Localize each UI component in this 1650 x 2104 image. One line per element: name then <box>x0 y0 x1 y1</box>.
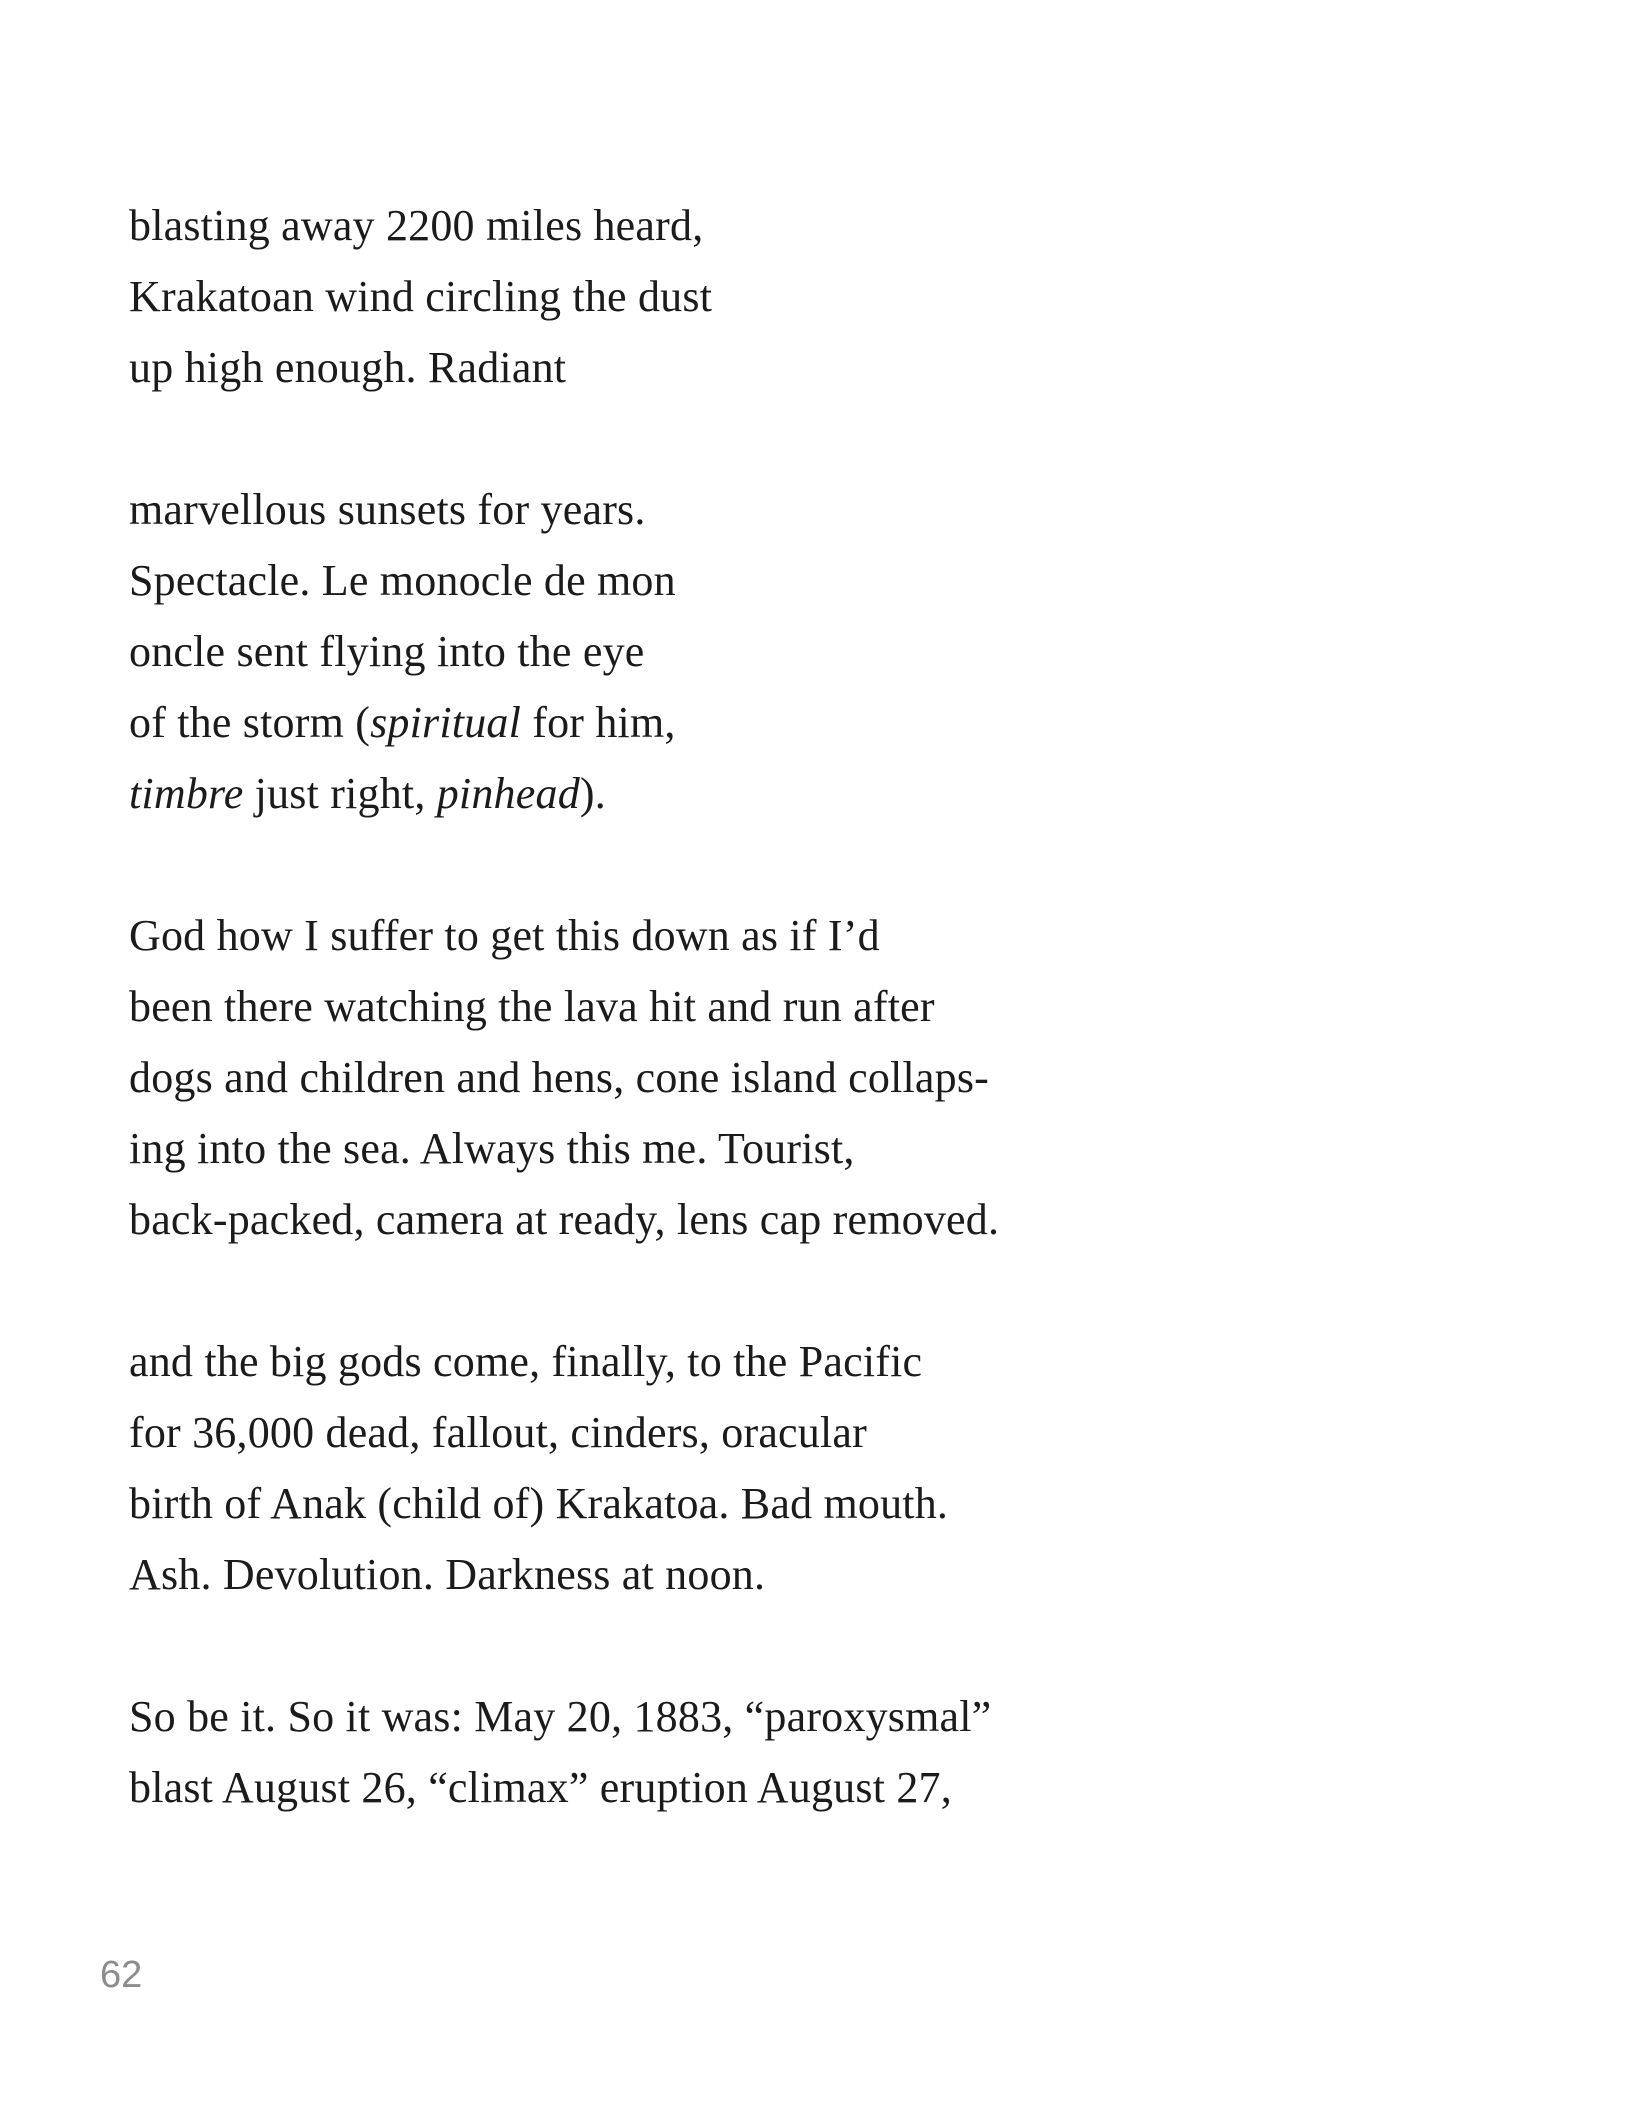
poem-line <box>129 1539 999 1610</box>
poem-line <box>129 1113 999 1184</box>
stanza <box>129 474 999 829</box>
poem-line <box>129 687 999 758</box>
poem-text: and the big gods come, finally, to the Pacific <box>129 1337 923 1386</box>
poem-text-italic: spiritual <box>370 698 522 747</box>
poem-text-italic: pinhead <box>436 769 580 818</box>
poem-text: So be it. So it was: May 20, 1883, “paroxysmal” <box>129 1692 992 1741</box>
poem-text: for 36,000 dead, fallout, cinders, oracular <box>129 1408 867 1457</box>
poem-body <box>129 190 999 1823</box>
poem-text: for him, <box>521 698 676 747</box>
poem-text: ing into the sea. Always this me. Tourist, <box>129 1124 855 1173</box>
poem-line <box>129 1326 999 1397</box>
poem-text: Spectacle. Le monocle de mon <box>129 556 676 605</box>
stanza <box>129 190 999 403</box>
stanza <box>129 1681 999 1823</box>
poem-line <box>129 1184 999 1255</box>
poem-line <box>129 1397 999 1468</box>
poem-line <box>129 1681 999 1752</box>
poem-line <box>129 616 999 687</box>
poem-line <box>129 332 999 403</box>
poem-line <box>129 190 999 261</box>
poem-text-italic: timbre <box>129 769 244 818</box>
poem-text: Ash. Devolution. Darkness at noon. <box>129 1550 766 1599</box>
poem-text: oncle sent flying into the eye <box>129 627 645 676</box>
poem-line <box>129 261 999 332</box>
poem-text: of the storm ( <box>129 698 371 747</box>
poem-line <box>129 474 999 545</box>
poem-text: blasting away 2200 miles heard, <box>129 201 704 250</box>
poem-text: dogs and children and hens, cone island collaps- <box>129 1053 990 1102</box>
poem-line <box>129 1468 999 1539</box>
poem-text: just right, <box>243 769 437 818</box>
poem-text: up high enough. Radiant <box>129 343 567 392</box>
poem-text: blast August 26, “climax” eruption August 27, <box>129 1763 952 1812</box>
poem-text: birth of Anak (child of) Krakatoa. Bad mouth. <box>129 1479 949 1528</box>
stanza <box>129 1326 999 1610</box>
poem-text: back-packed, camera at ready, lens cap removed. <box>129 1195 1000 1244</box>
page-number: 62 <box>100 1954 143 1996</box>
poem-text: been there watching the lava hit and run after <box>129 982 935 1031</box>
poem-text: marvellous sunsets for years. <box>129 485 646 534</box>
poem-text: ). <box>579 769 606 818</box>
poem-line <box>129 758 999 829</box>
poem-line <box>129 1752 999 1823</box>
poem-line <box>129 900 999 971</box>
poem-line <box>129 545 999 616</box>
poem-text: God how I suffer to get this down as if I’d <box>129 911 880 960</box>
stanza <box>129 900 999 1255</box>
poem-text: Krakatoan wind circling the dust <box>129 272 713 321</box>
poem-line <box>129 971 999 1042</box>
poem-line <box>129 1042 999 1113</box>
